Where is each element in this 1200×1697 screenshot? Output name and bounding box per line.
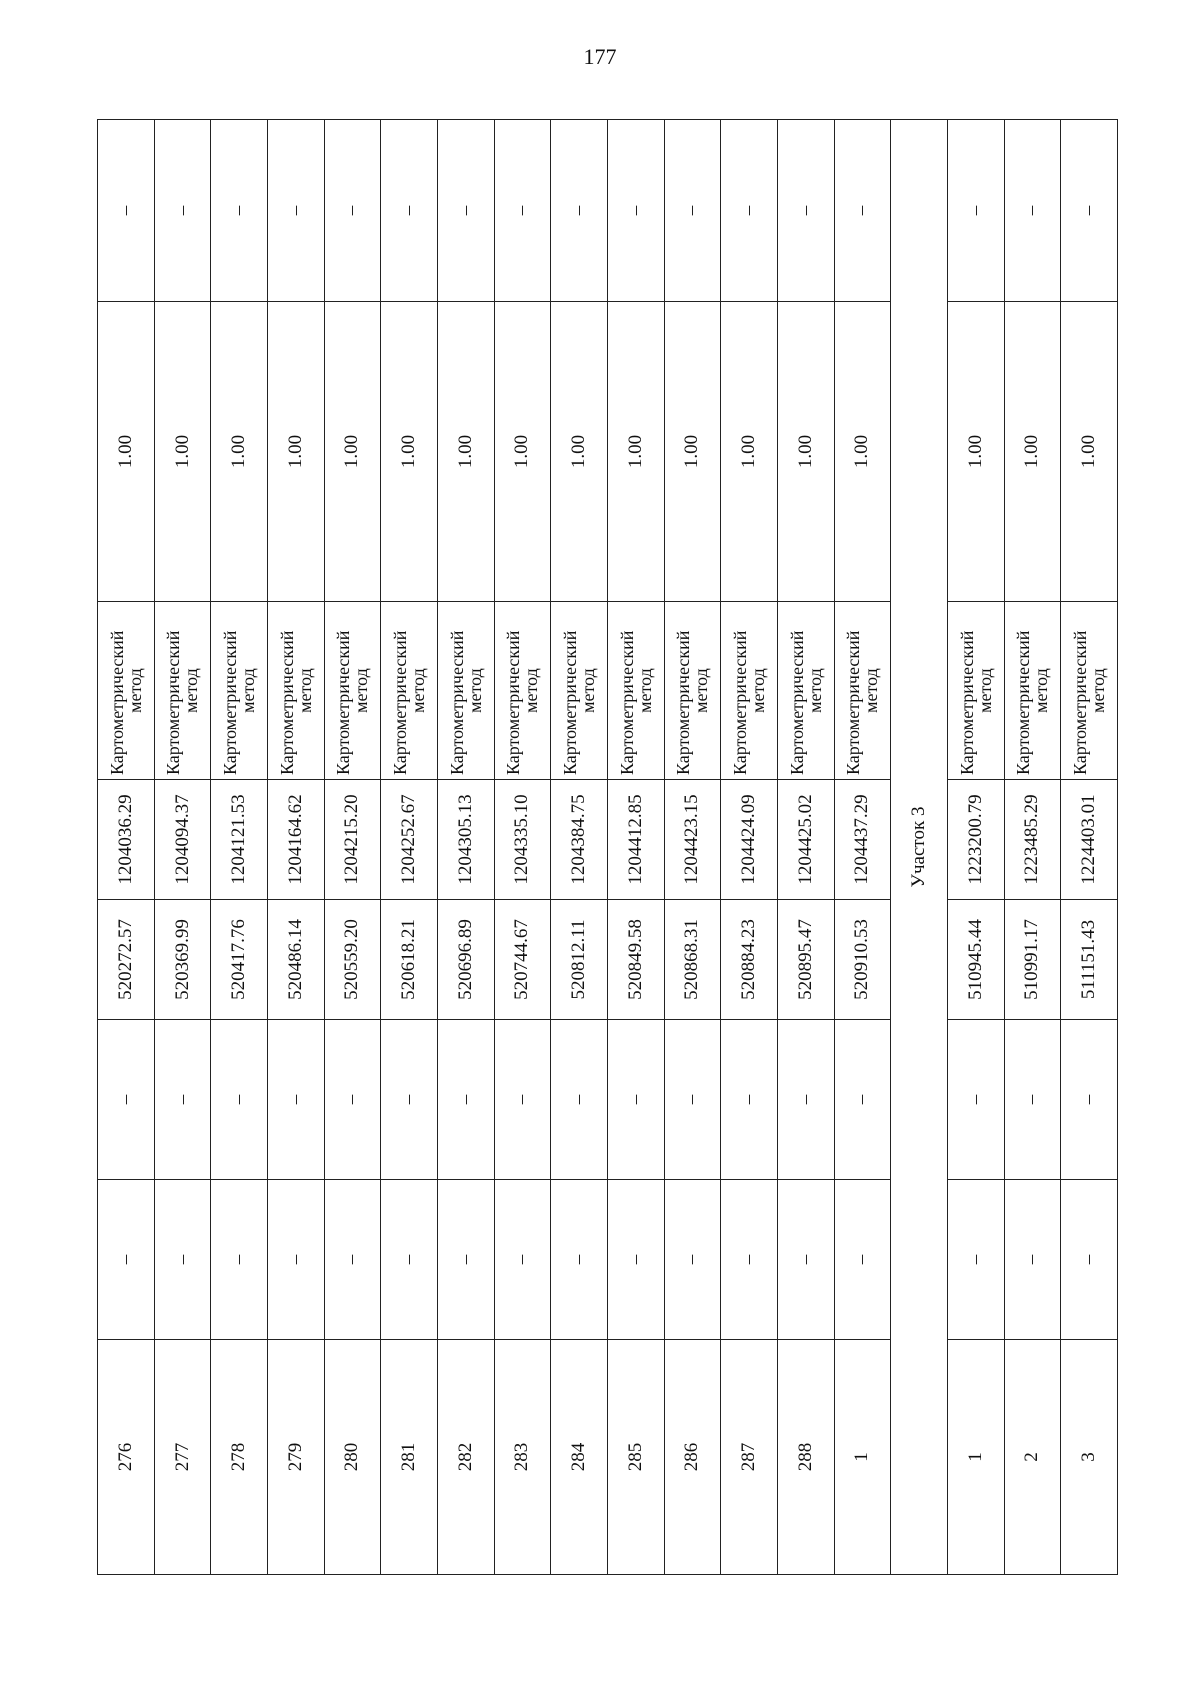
dash-cell: – bbox=[494, 1180, 551, 1340]
point-number-cell: 2 bbox=[1004, 1340, 1061, 1575]
table-row bbox=[1004, 120, 1061, 1575]
method-cell bbox=[494, 602, 551, 780]
dash-cell: – bbox=[98, 120, 155, 302]
y-coordinate-cell: 1204215.20 bbox=[324, 780, 381, 900]
dash-cell: – bbox=[324, 1020, 381, 1180]
method-line-1: Картометрический bbox=[673, 630, 694, 775]
accuracy-cell: 1.00 bbox=[267, 302, 324, 602]
method-line-2: метод bbox=[804, 668, 825, 713]
accuracy-cell: 1.00 bbox=[1061, 302, 1118, 602]
method-line-2: метод bbox=[861, 668, 882, 713]
method-line-1: Картометрический bbox=[220, 630, 241, 775]
method-cell bbox=[324, 602, 381, 780]
table-row bbox=[551, 120, 608, 1575]
method-cell bbox=[437, 602, 494, 780]
table-row bbox=[494, 120, 551, 1575]
method-cell bbox=[98, 602, 155, 780]
table-row bbox=[1061, 120, 1118, 1575]
point-number-cell: 282 bbox=[437, 1340, 494, 1575]
dash-cell: – bbox=[154, 120, 211, 302]
dash-cell: – bbox=[721, 1020, 778, 1180]
accuracy-cell: 1.00 bbox=[834, 302, 891, 602]
method-line-1: Картометрический bbox=[276, 630, 297, 775]
point-number-cell: 279 bbox=[267, 1340, 324, 1575]
method-line-1: Картометрический bbox=[1069, 630, 1090, 775]
table-row bbox=[381, 120, 438, 1575]
accuracy-cell: 1.00 bbox=[154, 302, 211, 602]
dash-cell: – bbox=[721, 1180, 778, 1340]
dash-cell: – bbox=[834, 1020, 891, 1180]
y-coordinate-cell: 1204094.37 bbox=[154, 780, 211, 900]
dash-cell: – bbox=[947, 120, 1004, 302]
accuracy-cell: 1.00 bbox=[211, 302, 268, 602]
dash-cell: – bbox=[664, 1180, 721, 1340]
x-coordinate-cell: 520868.31 bbox=[664, 900, 721, 1020]
method-cell bbox=[267, 602, 324, 780]
coordinates-table bbox=[97, 119, 1118, 1575]
method-line-2: метод bbox=[1031, 668, 1052, 713]
method-line-1: Картометрический bbox=[106, 630, 127, 775]
accuracy-cell: 1.00 bbox=[721, 302, 778, 602]
method-line-1: Картометрический bbox=[163, 630, 184, 775]
table-row bbox=[664, 120, 721, 1575]
dash-cell: – bbox=[267, 120, 324, 302]
dash-cell: – bbox=[551, 1180, 608, 1340]
x-coordinate-cell: 520910.53 bbox=[834, 900, 891, 1020]
method-cell bbox=[1004, 602, 1061, 780]
coordinates-table-body bbox=[98, 120, 1118, 1575]
y-coordinate-cell: 1204437.29 bbox=[834, 780, 891, 900]
method-line-2: метод bbox=[351, 668, 372, 713]
x-coordinate-cell: 520369.99 bbox=[154, 900, 211, 1020]
dash-cell: – bbox=[777, 120, 834, 302]
y-coordinate-cell: 1204121.53 bbox=[211, 780, 268, 900]
method-cell bbox=[154, 602, 211, 780]
dash-cell: – bbox=[437, 120, 494, 302]
point-number-cell: 287 bbox=[721, 1340, 778, 1575]
dash-cell: – bbox=[494, 120, 551, 302]
method-line-2: метод bbox=[691, 668, 712, 713]
x-coordinate-cell: 520812.11 bbox=[551, 900, 608, 1020]
method-line-2: метод bbox=[408, 668, 429, 713]
table-row bbox=[947, 120, 1004, 1575]
method-line-1: Картометрический bbox=[730, 630, 751, 775]
x-coordinate-cell: 520884.23 bbox=[721, 900, 778, 1020]
y-coordinate-cell: 1204305.13 bbox=[437, 780, 494, 900]
table-row bbox=[721, 120, 778, 1575]
dash-cell: – bbox=[1004, 1180, 1061, 1340]
method-line-2: метод bbox=[748, 668, 769, 713]
table-row bbox=[834, 120, 891, 1575]
x-coordinate-cell: 520618.21 bbox=[381, 900, 438, 1020]
dash-cell: – bbox=[324, 120, 381, 302]
method-cell bbox=[947, 602, 1004, 780]
dash-cell: – bbox=[551, 1020, 608, 1180]
dash-cell: – bbox=[551, 120, 608, 302]
method-cell bbox=[381, 602, 438, 780]
dash-cell: – bbox=[98, 1180, 155, 1340]
table-row bbox=[437, 120, 494, 1575]
accuracy-cell: 1.00 bbox=[947, 302, 1004, 602]
method-line-2: метод bbox=[181, 668, 202, 713]
y-coordinate-cell: 1204036.29 bbox=[98, 780, 155, 900]
dash-cell: – bbox=[721, 120, 778, 302]
method-line-1: Картометрический bbox=[1013, 630, 1034, 775]
method-line-1: Картометрический bbox=[956, 630, 977, 775]
dash-cell: – bbox=[494, 1020, 551, 1180]
y-coordinate-cell: 1204252.67 bbox=[381, 780, 438, 900]
method-cell bbox=[777, 602, 834, 780]
point-number-cell: 281 bbox=[381, 1340, 438, 1575]
table-row bbox=[98, 120, 155, 1575]
dash-cell: – bbox=[607, 1180, 664, 1340]
dash-cell: – bbox=[154, 1180, 211, 1340]
y-coordinate-cell: 1223200.79 bbox=[947, 780, 1004, 900]
dash-cell: – bbox=[1061, 120, 1118, 302]
dash-cell: – bbox=[1004, 1020, 1061, 1180]
accuracy-cell: 1.00 bbox=[777, 302, 834, 602]
point-number-cell: 277 bbox=[154, 1340, 211, 1575]
y-coordinate-cell: 1204164.62 bbox=[267, 780, 324, 900]
dash-cell: – bbox=[1061, 1180, 1118, 1340]
dash-cell: – bbox=[154, 1020, 211, 1180]
dash-cell: – bbox=[947, 1180, 1004, 1340]
method-cell bbox=[1061, 602, 1118, 780]
dash-cell: – bbox=[267, 1020, 324, 1180]
x-coordinate-cell: 520559.20 bbox=[324, 900, 381, 1020]
x-coordinate-cell: 511151.43 bbox=[1061, 900, 1118, 1020]
y-coordinate-cell: 1204335.10 bbox=[494, 780, 551, 900]
dash-cell: – bbox=[211, 1180, 268, 1340]
table-row bbox=[211, 120, 268, 1575]
table-row bbox=[777, 120, 834, 1575]
dash-cell: – bbox=[98, 1020, 155, 1180]
method-line-2: метод bbox=[974, 668, 995, 713]
dash-cell: – bbox=[834, 1180, 891, 1340]
section-row bbox=[891, 120, 948, 1575]
method-line-1: Картометрический bbox=[333, 630, 354, 775]
dash-cell: – bbox=[834, 120, 891, 302]
method-line-2: метод bbox=[294, 668, 315, 713]
page-number: 177 bbox=[583, 44, 617, 69]
dash-cell: – bbox=[437, 1020, 494, 1180]
x-coordinate-cell: 520849.58 bbox=[607, 900, 664, 1020]
dash-cell: – bbox=[381, 1180, 438, 1340]
method-line-2: метод bbox=[578, 668, 599, 713]
point-number-cell: 284 bbox=[551, 1340, 608, 1575]
dash-cell: – bbox=[211, 120, 268, 302]
point-number-cell: 3 bbox=[1061, 1340, 1118, 1575]
y-coordinate-cell: 1223485.29 bbox=[1004, 780, 1061, 900]
method-line-1: Картометрический bbox=[843, 630, 864, 775]
accuracy-cell: 1.00 bbox=[381, 302, 438, 602]
accuracy-cell: 1.00 bbox=[551, 302, 608, 602]
y-coordinate-cell: 1224403.01 bbox=[1061, 780, 1118, 900]
method-line-2: метод bbox=[521, 668, 542, 713]
method-cell bbox=[664, 602, 721, 780]
method-cell bbox=[551, 602, 608, 780]
method-cell bbox=[607, 602, 664, 780]
method-line-2: метод bbox=[124, 668, 145, 713]
method-cell bbox=[211, 602, 268, 780]
method-line-1: Картометрический bbox=[616, 630, 637, 775]
x-coordinate-cell: 510945.44 bbox=[947, 900, 1004, 1020]
y-coordinate-cell: 1204384.75 bbox=[551, 780, 608, 900]
table-row bbox=[607, 120, 664, 1575]
method-line-1: Картометрический bbox=[390, 630, 411, 775]
dash-cell: – bbox=[1061, 1020, 1118, 1180]
point-number-cell: 280 bbox=[324, 1340, 381, 1575]
dash-cell: – bbox=[607, 120, 664, 302]
point-number-cell: 285 bbox=[607, 1340, 664, 1575]
method-line-2: метод bbox=[464, 668, 485, 713]
accuracy-cell: 1.00 bbox=[607, 302, 664, 602]
accuracy-cell: 1.00 bbox=[437, 302, 494, 602]
x-coordinate-cell: 520696.89 bbox=[437, 900, 494, 1020]
dash-cell: – bbox=[267, 1180, 324, 1340]
dash-cell: – bbox=[777, 1020, 834, 1180]
y-coordinate-cell: 1204424.09 bbox=[721, 780, 778, 900]
accuracy-cell: 1.00 bbox=[1004, 302, 1061, 602]
point-number-cell: 278 bbox=[211, 1340, 268, 1575]
accuracy-cell: 1.00 bbox=[98, 302, 155, 602]
x-coordinate-cell: 520417.76 bbox=[211, 900, 268, 1020]
section-title: Участок 3 bbox=[891, 120, 948, 1575]
method-line-1: Картометрический bbox=[786, 630, 807, 775]
point-number-cell: 283 bbox=[494, 1340, 551, 1575]
y-coordinate-cell: 1204425.02 bbox=[777, 780, 834, 900]
dash-cell: – bbox=[381, 1020, 438, 1180]
point-number-cell: 1 bbox=[947, 1340, 1004, 1575]
x-coordinate-cell: 520895.47 bbox=[777, 900, 834, 1020]
point-number-cell: 288 bbox=[777, 1340, 834, 1575]
x-coordinate-cell: 520272.57 bbox=[98, 900, 155, 1020]
dash-cell: – bbox=[664, 120, 721, 302]
dash-cell: – bbox=[777, 1180, 834, 1340]
point-number-cell: 276 bbox=[98, 1340, 155, 1575]
dash-cell: – bbox=[664, 1020, 721, 1180]
table-row bbox=[324, 120, 381, 1575]
table-row bbox=[154, 120, 211, 1575]
accuracy-cell: 1.00 bbox=[324, 302, 381, 602]
dash-cell: – bbox=[607, 1020, 664, 1180]
dash-cell: – bbox=[437, 1180, 494, 1340]
accuracy-cell: 1.00 bbox=[494, 302, 551, 602]
method-cell bbox=[721, 602, 778, 780]
dash-cell: – bbox=[381, 120, 438, 302]
y-coordinate-cell: 1204412.85 bbox=[607, 780, 664, 900]
dash-cell: – bbox=[324, 1180, 381, 1340]
dash-cell: – bbox=[211, 1020, 268, 1180]
dash-cell: – bbox=[1004, 120, 1061, 302]
coordinates-table-container bbox=[97, 120, 1117, 1575]
method-line-2: метод bbox=[634, 668, 655, 713]
point-number-cell: 1 bbox=[834, 1340, 891, 1575]
method-line-1: Картометрический bbox=[560, 630, 581, 775]
x-coordinate-cell: 520486.14 bbox=[267, 900, 324, 1020]
point-number-cell: 286 bbox=[664, 1340, 721, 1575]
y-coordinate-cell: 1204423.15 bbox=[664, 780, 721, 900]
x-coordinate-cell: 520744.67 bbox=[494, 900, 551, 1020]
method-line-2: метод bbox=[1087, 668, 1108, 713]
method-line-1: Картометрический bbox=[446, 630, 467, 775]
method-cell bbox=[834, 602, 891, 780]
x-coordinate-cell: 510991.17 bbox=[1004, 900, 1061, 1020]
method-line-2: метод bbox=[238, 668, 259, 713]
dash-cell: – bbox=[947, 1020, 1004, 1180]
table-row bbox=[267, 120, 324, 1575]
accuracy-cell: 1.00 bbox=[664, 302, 721, 602]
method-line-1: Картометрический bbox=[503, 630, 524, 775]
